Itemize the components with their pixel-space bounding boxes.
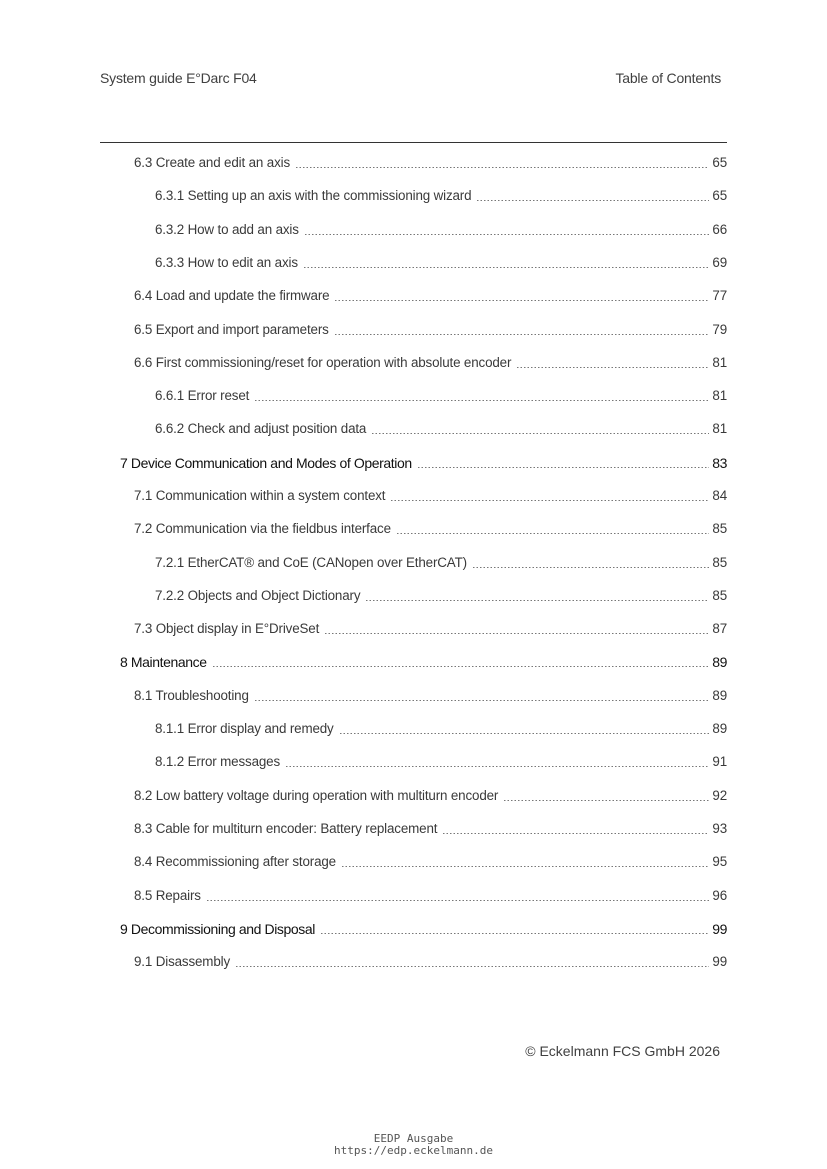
toc-entry[interactable] [134,353,727,373]
toc-entry[interactable] [134,952,727,972]
toc-entry-page: 99 [712,954,727,969]
toc-entry-page: 85 [712,555,727,570]
toc-entry-title: 8.1 Troubleshooting [134,688,249,703]
toc-entry-page: 95 [712,854,727,869]
toc-entry[interactable] [134,686,727,706]
toc-entry[interactable] [155,719,727,739]
dot-leader [417,467,710,468]
dot-leader [206,900,710,901]
toc-entry-page: 89 [712,688,727,703]
running-header-title: System guide E°Darc F04 [100,70,257,86]
dot-leader [254,400,709,401]
toc-entry-title: 7.3 Object display in E°DriveSet [134,621,320,636]
toc-entry-page: 87 [712,621,727,636]
toc-entry[interactable] [134,819,727,839]
toc-entry-page: 89 [712,654,727,670]
dot-leader [254,700,710,701]
toc-entry[interactable] [155,419,727,439]
dot-leader [334,300,709,301]
toc-entry-page: 96 [712,888,727,903]
dot-leader [295,167,709,168]
toc-entry-page: 99 [712,921,727,937]
dot-leader [390,500,709,501]
toc-entry[interactable] [134,852,727,872]
toc-entry-title: 6.6.1 Error reset [155,388,250,403]
toc-entry[interactable] [155,752,727,772]
toc-entry-page: 93 [712,821,727,836]
toc-entry-page: 83 [712,455,727,471]
toc-entry-page: 84 [712,488,727,503]
toc-entry[interactable] [120,652,727,672]
header-divider [100,142,727,143]
toc-entry-title: 6.6.2 Check and adjust position data [155,421,367,436]
toc-entry-title: 8.3 Cable for multiturn encoder: Battery replacement [134,821,438,836]
toc-entry-title: 7.2 Communication via the fieldbus interface [134,521,391,536]
toc-entry[interactable] [134,619,727,639]
toc-entry[interactable] [155,386,727,406]
toc-entry-title: 7.2.1 EtherCAT® and CoE (CANopen over EtherCAT) [155,555,467,570]
dot-leader [472,567,709,568]
toc-entry-title: 6.3.2 How to add an axis [155,222,299,237]
toc-entry[interactable] [134,519,727,539]
toc-entry-page: 85 [712,521,727,536]
dot-leader [371,433,709,434]
toc-entry-page: 65 [712,155,727,170]
dot-leader [476,200,709,201]
toc-entry[interactable] [134,320,727,340]
toc-entry-page: 69 [712,255,727,270]
toc-entry[interactable] [155,253,727,273]
toc-entry[interactable] [134,286,727,306]
toc-entry-title: 8.1.1 Error display and remedy [155,721,334,736]
dot-leader [320,933,709,934]
toc-entry[interactable] [155,220,727,240]
toc-entry-title: 9 Decommissioning and Disposal [120,921,315,937]
toc-entry-title: 6.6 First commissioning/reset for operation with absolute encoder [134,355,512,370]
toc-entry-title: 8 Maintenance [120,654,207,670]
dot-leader [339,733,710,734]
footer-url[interactable]: https://edp.eckelmann.de [334,1144,493,1157]
toc-entry-page: 92 [712,788,727,803]
dot-leader [503,800,709,801]
toc-entry[interactable] [155,553,727,573]
dot-leader [334,334,710,335]
toc-entry-title: 8.4 Recommissioning after storage [134,854,336,869]
toc-entry[interactable] [120,919,727,939]
toc-entry-title: 6.5 Export and import parameters [134,322,329,337]
dot-leader [516,367,709,368]
toc-entry-title: 6.3.1 Setting up an axis with the commissioning wizard [155,188,472,203]
toc-entry[interactable] [134,153,727,173]
toc-entry-title: 6.3 Create and edit an axis [134,155,290,170]
toc-entry-title: 7 Device Communication and Modes of Operation [120,455,412,471]
toc-entry[interactable] [134,786,727,806]
toc-entry[interactable] [155,586,727,606]
dot-leader [212,666,710,667]
toc-entry[interactable] [134,486,727,506]
dot-leader [235,966,709,967]
toc-entry-title: 6.4 Load and update the firmware [134,288,330,303]
toc-entry-page: 79 [712,322,727,337]
toc-entry-page: 81 [712,388,727,403]
dot-leader [341,866,709,867]
page-footer [0,1133,827,1157]
dot-leader [396,533,709,534]
dot-leader [324,633,709,634]
toc-entry-page: 91 [712,754,727,769]
toc-entry-title: 8.2 Low battery voltage during operation with multiturn encoder [134,788,499,803]
toc-entry-page: 65 [712,188,727,203]
dot-leader [285,766,709,767]
toc-entry-title: 7.2.2 Objects and Object Dictionary [155,588,361,603]
toc-entry-page: 66 [712,222,727,237]
dot-leader [442,833,709,834]
dot-leader [365,600,709,601]
toc-entry[interactable] [134,886,727,906]
toc-entry-page: 81 [712,421,727,436]
toc-entry-page: 77 [712,288,727,303]
toc-entry-title: 9.1 Disassembly [134,954,230,969]
dot-leader [304,234,710,235]
dot-leader [303,267,710,268]
toc-entry-page: 81 [712,355,727,370]
footer-edition: EEDP Ausgabe [373,1132,454,1145]
running-header-section: Table of Contents [615,70,721,86]
toc-entry-title: 8.1.2 Error messages [155,754,281,769]
toc-entry[interactable] [155,186,727,206]
toc-entry-page: 85 [712,588,727,603]
toc-entry-page: 89 [712,721,727,736]
toc-entry-title: 8.5 Repairs [134,888,201,903]
toc-entry-title: 7.1 Communication within a system context [134,488,386,503]
copyright-notice: © Eckelmann FCS GmbH 2026 [525,1043,720,1059]
toc-entry[interactable] [120,453,727,473]
toc-entry-title: 6.3.3 How to edit an axis [155,255,298,270]
